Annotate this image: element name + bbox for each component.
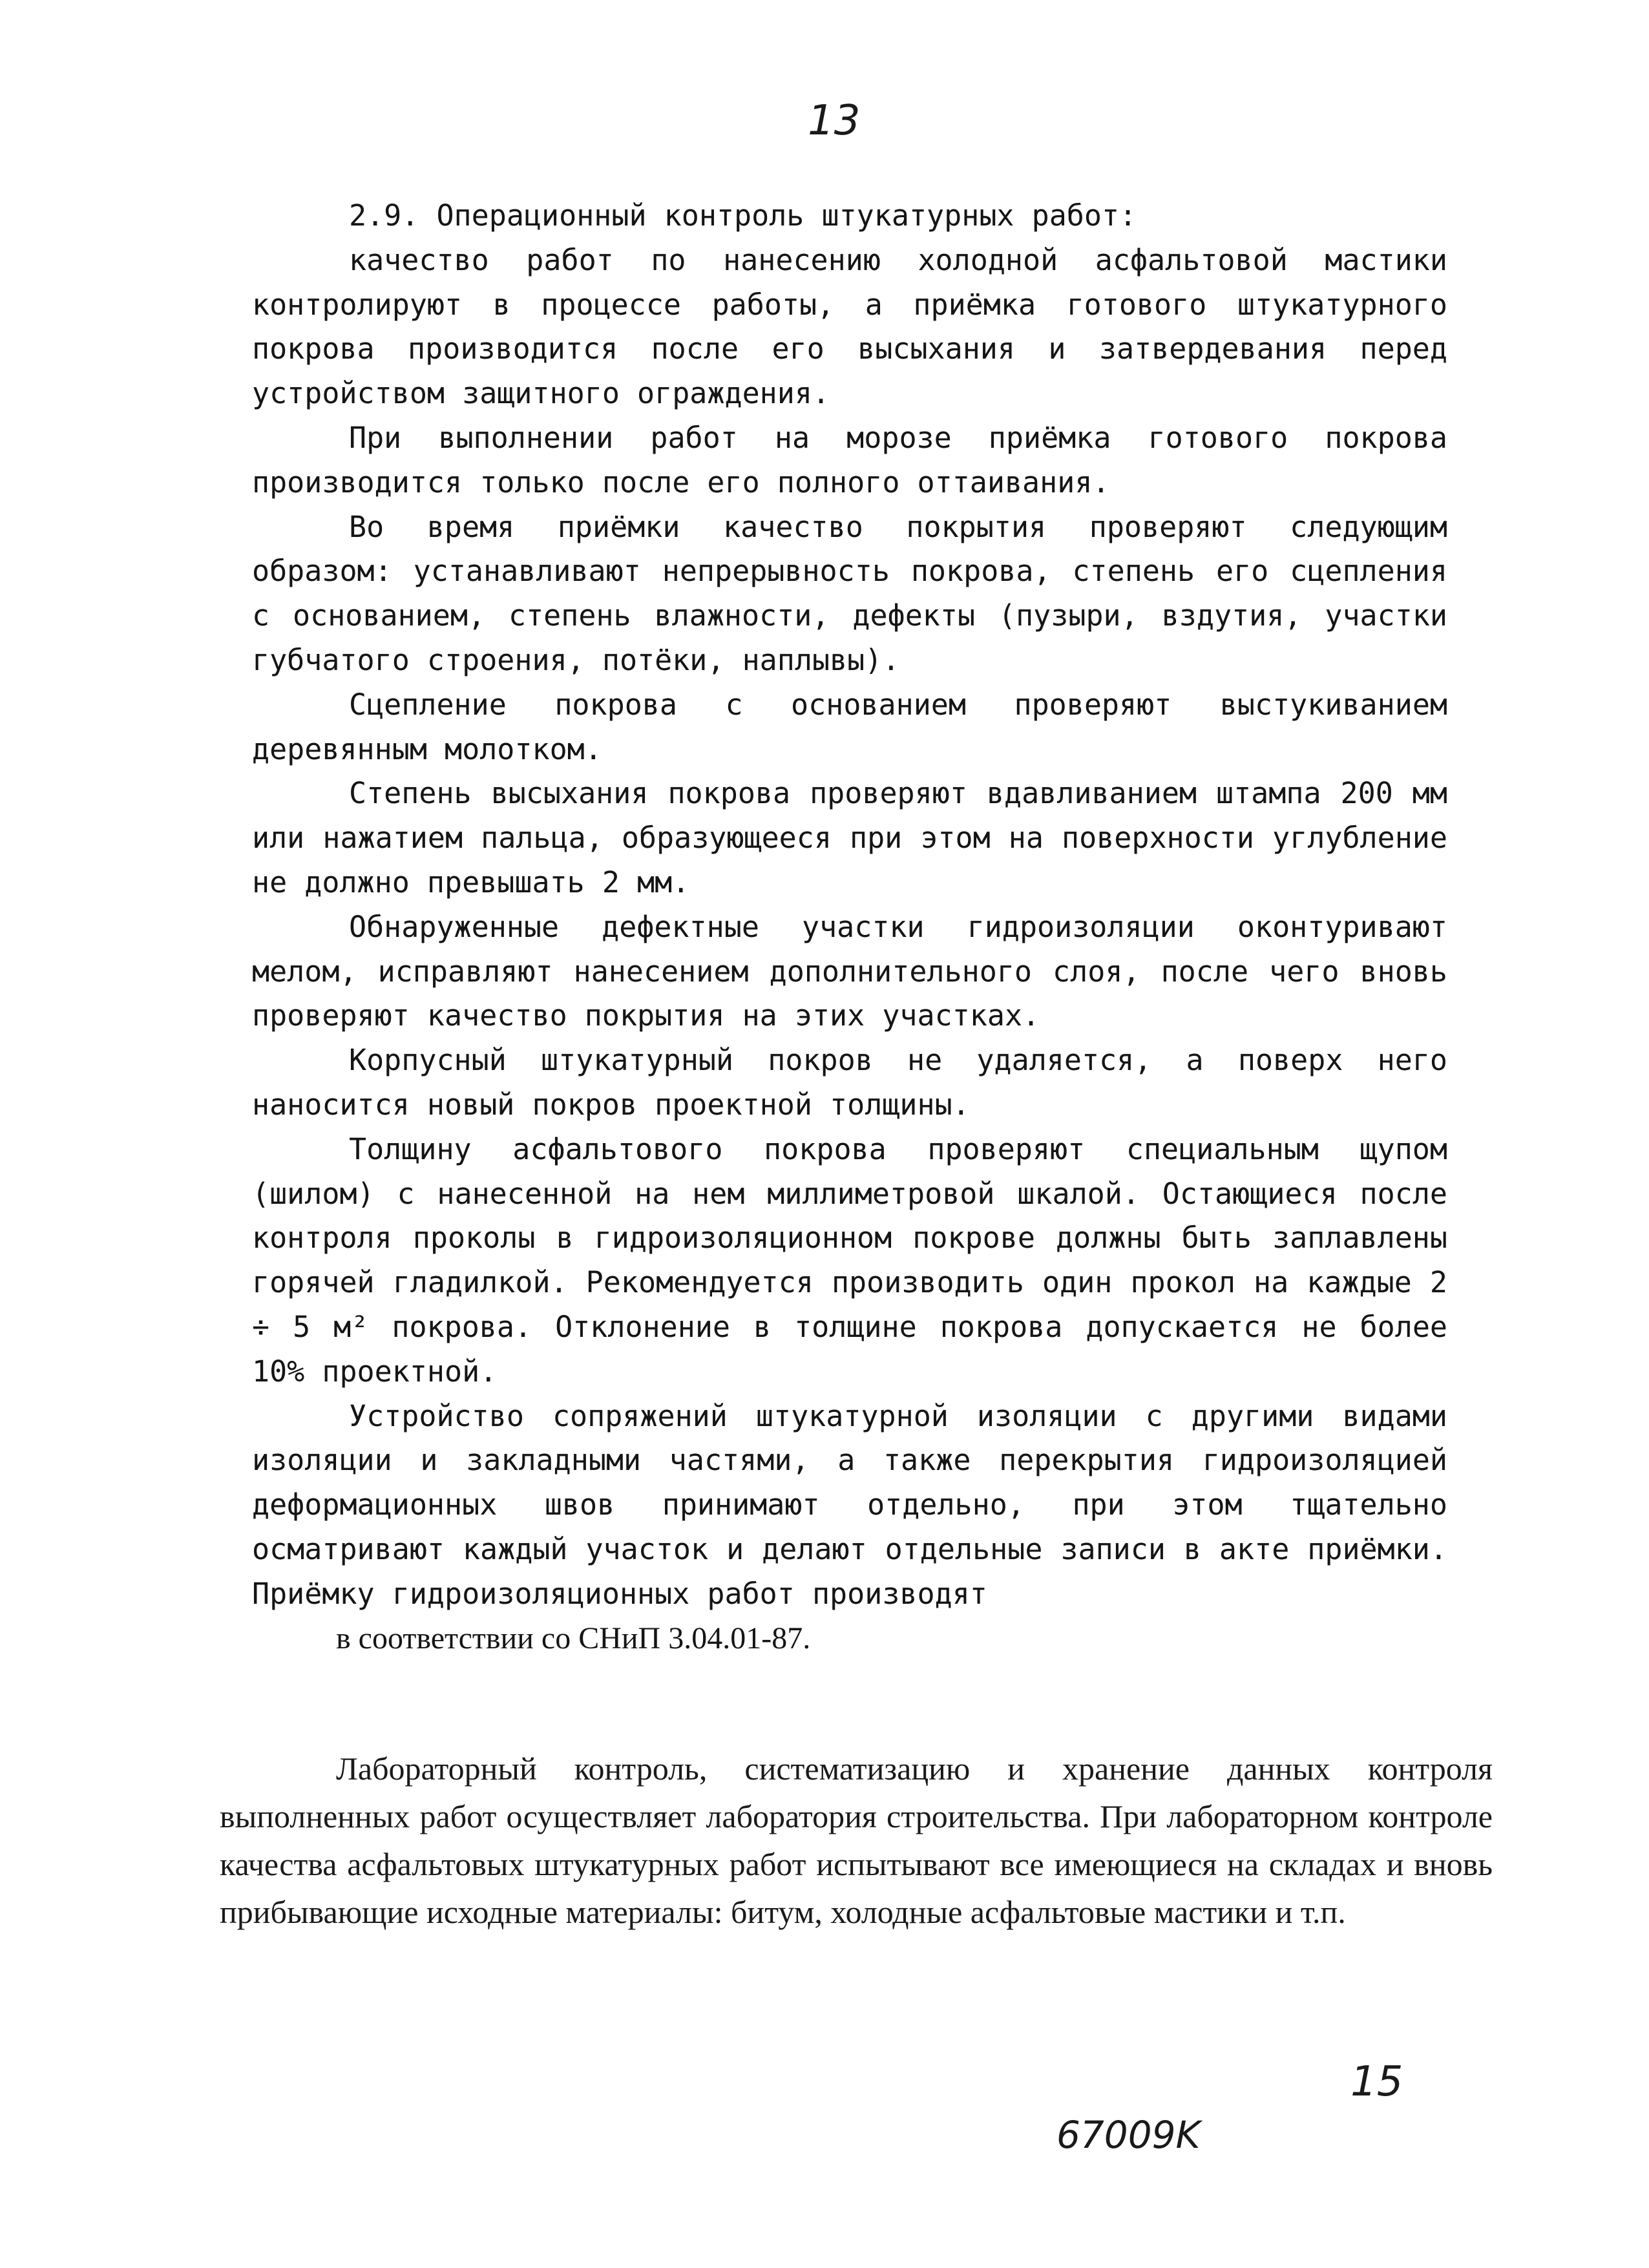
paragraph-acceptance: качество работ по нанесению холодной асфальтовой мастики контролируют в процессе работы, а приёмка готового штукатурного покрова производится после его высыхания и затвердевания перед устройством защитного ограждения. [252,242,1447,411]
paragraph-thickness: Толщину асфальтового покрова проверяют специальным щупом (шилом) с нанесенной на нем миллиметровой шкалой. Остающиеся после контроля проколы в гидроизоляционном покрове должны быть заплавлены горячей гладилкой. Рекомендуется производить один прокол на каждые 2 ÷ 5 м² покрова. Отклонение в толщине покрова допускается не более 10% проектной. [252,1131,1447,1389]
paragraph-cover: Корпусный штукатурный покров не удаляется, а поверх него наносится новый покров проектной толщины. [252,1043,1447,1122]
typewritten-section [252,194,1447,1661]
paragraph-inspection: Во время приёмки качество покрытия проверяют следующим образом: устанавливают непрерывность покрова, степень его сцепления с основанием, степень влажности, дефекты (пузыри, вздутия, участки губчатого строения, потёки, наплывы). [252,509,1447,677]
document-code: 67009K [1056,2113,1201,2157]
lab-control-paragraph: Лабораторный контроль, систематизацию и хранение данных контроля выполненных работ осуществляет лаборатория строительства. При лабораторном контроле качества асфальтовых штукатурных работ испытывают все имеющиеся на складах и вновь прибывающие исходные материалы: битум, холодные асфальтовые мастики и т.п. [220,1750,1493,1930]
snip-reference: в соответствии со СНиП 3.04.01-87. [336,1621,811,1655]
paragraph-drying: Степень высыхания покрова проверяют вдавливанием штампа 200 мм или нажатием пальца, образующееся при этом на поверхности углубление не должно превышать 2 мм. [252,776,1447,899]
page-number: 13 [808,97,861,145]
paragraph-frost: При выполнении работ на морозе приёмка готового покрова производится только после его полного оттаивания. [252,420,1447,499]
section-heading: 2.9. Операционный контроль штукатурных работ: [349,198,1137,233]
paragraph-defects: Обнаруженные дефектные участки гидроизоляции оконтуривают мелом, исправляют нанесением дополнительного слоя, после чего вновь проверяют качество покрытия на этих участках. [252,909,1447,1033]
paragraph-joints: Устройство сопряжений штукатурной изоляции с другими видами изоляции и закладными частями, а также перекрытия гидроизоляцией деформационных швов принимают отдельно, при этом тщательно осматривают каждый участок и делают отдельные записи в акте приёмки. Приёмку гидроизоляционных работ производят [252,1398,1447,1611]
paragraph-adhesion: Сцепление покрова с основанием проверяют выстукиванием деревянным молотком. [252,687,1447,766]
sheet-number: 15 [1350,2058,1403,2106]
